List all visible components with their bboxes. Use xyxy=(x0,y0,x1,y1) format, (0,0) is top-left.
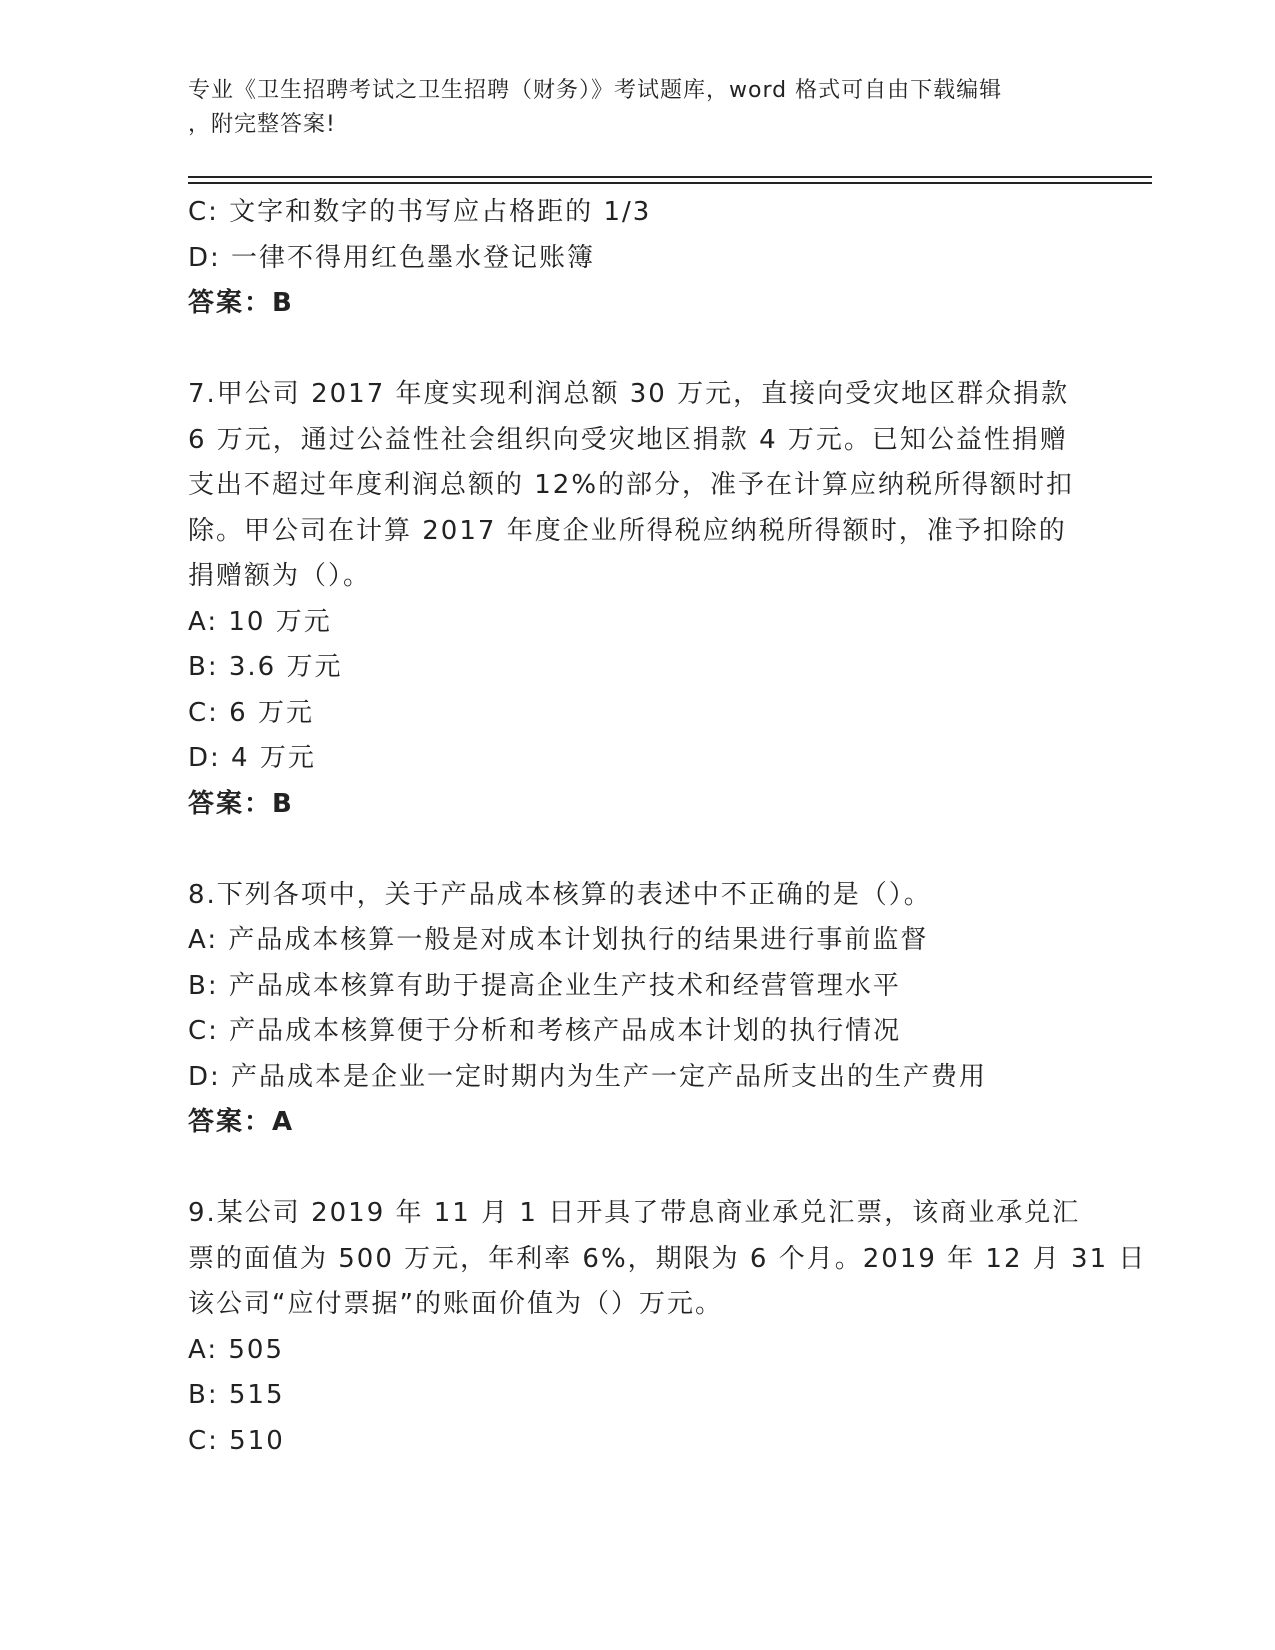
question-7-stem-line-2: 6 万元，通过公益性社会组织向受灾地区捐款 4 万元。已知公益性捐赠 xyxy=(188,424,1068,455)
question-7-answer: 答案：B xyxy=(188,788,294,819)
question-8-stem: 8.下列各项中，关于产品成本核算的表述中不正确的是（）。 xyxy=(188,879,932,910)
question-7-stem-line-1: 7.甲公司 2017 年度实现利润总额 30 万元，直接向受灾地区群众捐款 xyxy=(188,379,1070,409)
question-7-stem-line-4: 除。甲公司在计算 2017 年度企业所得税应纳税所得额时，准予扣除的 xyxy=(188,515,1067,546)
question-8-answer: 答案：A xyxy=(188,1107,295,1137)
question-7-block xyxy=(188,372,1088,827)
question-9-stem-line-3: 该公司“应付票据”的账面价值为（）万元。 xyxy=(188,1289,723,1319)
question-7-stem-line-3: 支出不超过年度利润总额的 12%的部分，准予在计算应纳税所得额时扣 xyxy=(188,470,1075,500)
question-8-option-b: B: 产品成本核算有助于提高企业生产技术和经营管理水平 xyxy=(188,970,901,1001)
spacer xyxy=(188,1146,1088,1192)
question-9-stem-line-2: 票的面值为 500 万元，年利率 6%，期限为 6 个月。2019 年 12 月 31 日 xyxy=(188,1243,1147,1274)
question-8-block xyxy=(188,873,1088,1146)
question-9-block xyxy=(188,1191,1147,1464)
header-line-1: 专业《卫生招聘考试之卫生招聘（财务）》考试题库，word 格式可自由下载编辑 xyxy=(188,78,1003,103)
question-9-stem-line-1: 9.某公司 2019 年 11 月 1 日开具了带息商业承兑汇票，该商业承兑汇 xyxy=(188,1198,1081,1228)
document-body xyxy=(188,190,1147,1464)
question-8-option-c: C: 产品成本核算便于分析和考核产品成本计划的执行情况 xyxy=(188,1016,902,1046)
question-8-option-d: D: 产品成本是企业一定时期内为生产一定产品所支出的生产费用 xyxy=(188,1061,988,1092)
question-6-option-d: D: 一律不得用红色墨水登记账簿 xyxy=(188,242,596,273)
question-9-option-a: A: 505 xyxy=(188,1334,284,1365)
question-8-option-a: A: 产品成本核算一般是对成本计划执行的结果进行事前监督 xyxy=(188,925,929,955)
spacer xyxy=(188,827,1088,873)
question-7-option-d: D: 4 万元 xyxy=(188,743,316,773)
question-7-stem-line-5: 捐赠额为（）。 xyxy=(188,561,372,591)
document-header xyxy=(188,74,1088,142)
header-line-2: ，附完整答案! xyxy=(188,112,336,137)
header-divider-top xyxy=(188,176,1152,178)
question-9-option-c: C: 510 xyxy=(188,1425,285,1456)
question-6-answer: 答案：B xyxy=(188,288,294,318)
question-6-block xyxy=(188,190,1088,327)
question-7-option-a: A: 10 万元 xyxy=(188,606,332,637)
spacer xyxy=(188,327,1088,373)
header-divider-bottom xyxy=(188,182,1152,184)
question-7-option-b: B: 3.6 万元 xyxy=(188,652,343,682)
question-6-option-c: C: 文字和数字的书写应占格距的 1/3 xyxy=(188,197,652,227)
question-9-option-b: B: 515 xyxy=(188,1380,285,1410)
question-7-option-c: C: 6 万元 xyxy=(188,697,314,728)
